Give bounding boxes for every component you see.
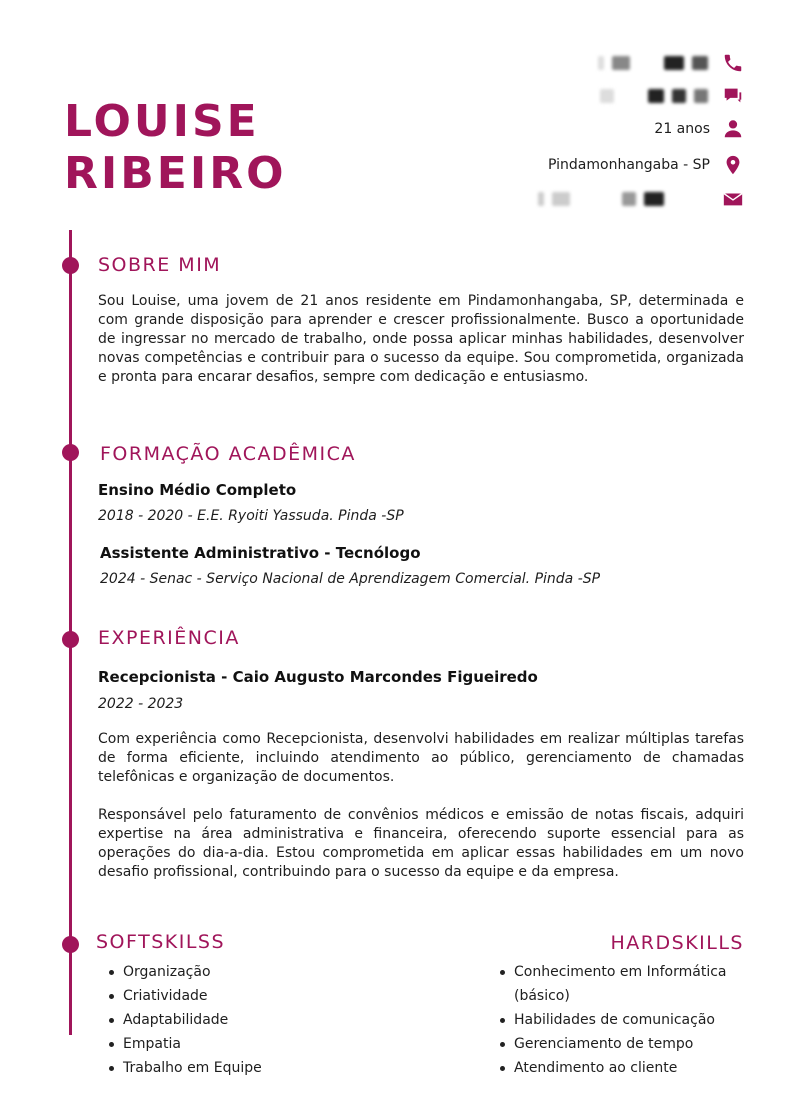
contact-phone-row xyxy=(598,50,744,76)
education-detail: 2024 - Senac - Serviço Nacional de Aprendizagem Comercial. Pinda -SP xyxy=(100,571,601,587)
last-name: RIBEIRO xyxy=(64,148,287,199)
section-title-experiencia: EXPERIÊNCIA xyxy=(98,627,240,649)
experience-period: 2022 - 2023 xyxy=(98,696,184,712)
timeline-dot xyxy=(62,444,79,461)
education-course: Assistente Administrativo - Tecnólogo xyxy=(100,544,421,562)
age-text: 21 anos xyxy=(654,121,710,137)
list-item: Criatividade xyxy=(107,984,262,1008)
timeline-dot xyxy=(62,257,79,274)
location-pin-icon xyxy=(722,154,744,176)
contact-age-row xyxy=(654,116,744,142)
phone-icon xyxy=(722,52,744,74)
list-item: Adaptabilidade xyxy=(107,1008,262,1032)
sobre-text: Sou Louise, uma jovem de 21 anos residente em Pindamonhangaba, SP, determinada e com grande disposição para aprender e crescer profissionalmente. Busco a oportunidade de ingressar no mercado de trabalho, onde possa aplicar minhas habilidades, desenvolver novas competências e contribuir para o sucesso da equipe. Sou comprometida, organizada e pronta para encarar desafios, sempre com dedicação e entusiasmo. xyxy=(98,293,744,385)
candidate-name xyxy=(64,96,287,200)
list-item: Conhecimento em Informática (básico) xyxy=(498,960,748,1008)
section-title-hardskills: HARDSKILLS xyxy=(610,932,744,954)
list-item: Empatia xyxy=(107,1032,262,1056)
email-icon xyxy=(722,188,744,210)
contact-email-row xyxy=(538,186,744,212)
timeline-dot xyxy=(62,631,79,648)
hardskills-list xyxy=(498,960,748,1080)
education-detail: 2018 - 2020 - E.E. Ryoiti Yassuda. Pinda -SP xyxy=(98,508,404,524)
list-item: Trabalho em Equipe xyxy=(107,1056,262,1080)
section-title-formacao: FORMAÇÃO ACADÊMICA xyxy=(100,443,356,465)
redacted-phone xyxy=(598,56,708,70)
location-text: Pindamonhangaba - SP xyxy=(548,157,710,173)
list-item: Atendimento ao cliente xyxy=(498,1056,748,1080)
section-title-softskills: SOFTSKILSS xyxy=(96,931,226,953)
contact-whatsapp-row xyxy=(600,83,744,109)
redacted-whatsapp xyxy=(600,89,708,103)
first-name: LOUISE xyxy=(64,96,260,147)
list-item: Habilidades de comunicação xyxy=(498,1008,748,1032)
experience-paragraph: Com experiência como Recepcionista, desenvolvi habilidades em realizar múltiplas tarefas de forma eficiente, incluindo atendimento ao público, gerenciamento de chamadas telefônicas e organização de documentos. xyxy=(98,731,744,785)
experience-paragraph: Responsável pelo faturamento de convênios médicos e emissão de notas fiscais, adquiri expertise na área administrativa e financeira, oferecendo suporte essencial para as operações do dia-a-dia. Estou comprometida em aplicar essas habilidades em um novo desafio profissional, contribuindo para o sucesso da equipe e da empresa. xyxy=(98,807,744,880)
list-item: Gerenciamento de tempo xyxy=(498,1032,748,1056)
contact-location-row xyxy=(548,152,744,178)
redacted-email xyxy=(538,192,708,206)
section-title-sobre: SOBRE MIM xyxy=(98,254,222,276)
list-item: Organização xyxy=(107,960,262,984)
person-icon xyxy=(722,118,744,140)
softskills-list xyxy=(107,960,262,1080)
whatsapp-icon xyxy=(722,85,744,107)
education-course: Ensino Médio Completo xyxy=(98,481,297,499)
timeline-dot xyxy=(62,936,79,953)
experience-role: Recepcionista - Caio Augusto Marcondes Figueiredo xyxy=(98,668,538,686)
